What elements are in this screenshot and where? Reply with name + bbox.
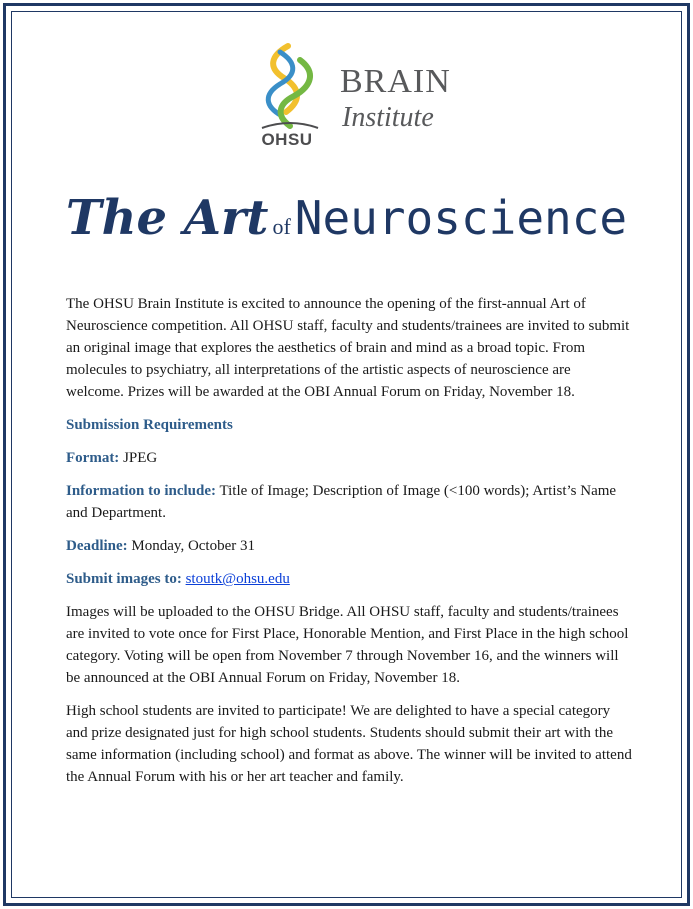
- highschool-paragraph: High school students are invited to participate! We are delighted to have a special category and prize designated just for high school students. Students should submit their art with the same information (including school) and format as above. The winner will be invited to attend the Annual Forum with his or her art teacher and family.: [66, 703, 632, 785]
- submit-label: Submit images to:: [66, 571, 182, 587]
- format-label: Format:: [66, 450, 120, 466]
- brain-institute-logo: [250, 42, 470, 160]
- logo-brain-text: BRAIN: [340, 63, 451, 100]
- submit-email-link[interactable]: stoutk@ohsu.edu: [185, 571, 290, 587]
- info-line: [66, 480, 632, 524]
- title-the-art: The Art: [65, 190, 269, 246]
- requirements-heading: Submission Requirements: [66, 417, 233, 433]
- title-of: of: [272, 214, 291, 239]
- submit-line: [66, 568, 632, 590]
- page-title: [0, 190, 693, 246]
- helix-logo-icon: [250, 42, 330, 137]
- info-label: Information to include:: [66, 483, 216, 499]
- deadline-value: Monday, October 31: [131, 538, 256, 554]
- title-neuroscience: Neuroscience: [294, 191, 628, 245]
- deadline-line: [66, 535, 632, 557]
- logo-institute-text: Institute: [342, 102, 434, 133]
- intro-paragraph: The OHSU Brain Institute is excited to announce the opening of the first-annual Art of Neuroscience competition. All OHSU staff, faculty and students/trainees are invited to submit an original image that explores the aesthetics of brain and mind as a broad topic. From molecules to psychiatry, all interpretations of the artistic aspects of neuroscience are welcome. Prizes will be awarded at the OBI Annual Forum on Friday, November 18.: [66, 296, 630, 400]
- voting-paragraph: Images will be uploaded to the OHSU Bridge. All OHSU staff, faculty and students/trainees are invited to vote once for First Place, Honorable Mention, and First Place in the high school category. Voting will be open from November 7 through November 16, and the winners will be announced at the OBI Annual Forum on Friday, November 18.: [66, 604, 629, 686]
- info-value: Title of Image; Description of Image (<100 words); Artist’s Name and Department.: [66, 483, 617, 521]
- ohsu-wordmark: OHSU: [261, 130, 313, 149]
- format-line: [66, 447, 632, 469]
- deadline-label: Deadline:: [66, 538, 128, 554]
- format-value: JPEG: [123, 450, 158, 466]
- flyer-body: [66, 293, 632, 799]
